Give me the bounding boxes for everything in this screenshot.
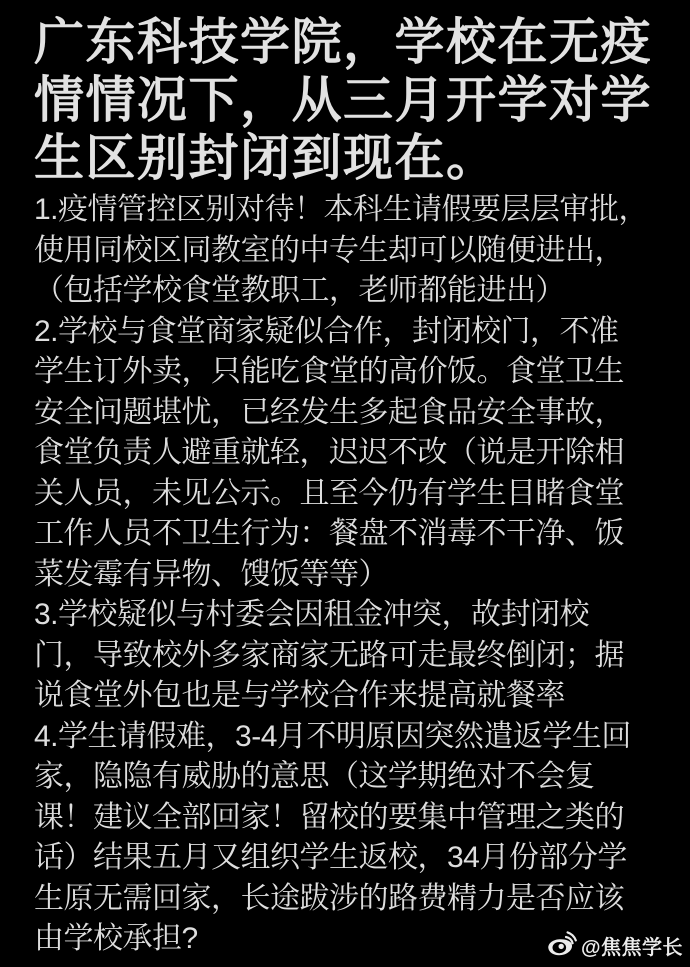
body-line: 3.学校疑似与村委会因租金冲突，故封闭校 xyxy=(34,598,590,631)
body-line: 关人员，未见公示。且至今仍有学生目睹食堂 xyxy=(34,476,624,510)
body-line: 家，隐隐有威胁的意思（这学期绝对不会复 xyxy=(34,760,595,793)
body-line: （包括学校食堂教职工，老师都能进出） xyxy=(34,274,565,307)
body-line: 工作人员不卫生行为：餐盘不消毒不干净、饭 xyxy=(34,517,624,550)
body-line: 说食堂外包也是与学校合作来提高就餐率 xyxy=(34,679,565,712)
body-line: 1.疫情管控区别对待！本科生请假要层层审批， xyxy=(34,193,649,226)
body-line: 菜发霉有异物、馊饭等等） xyxy=(34,557,388,591)
body-line: 由学校承担? xyxy=(34,922,198,955)
title-line: 广东科技学院，学校在无疫 xyxy=(34,14,652,70)
post-body xyxy=(0,187,690,960)
title-line: 情情况下，从三月开学对学 xyxy=(34,72,652,128)
body-line: 门，导致校外多家商家无路可走最终倒闭；据 xyxy=(34,638,624,672)
watermark xyxy=(546,930,683,960)
body-line: 4.学生请假难，3-4月不明原因突然遣返学生回 xyxy=(34,719,631,753)
weibo-icon xyxy=(546,930,577,960)
body-line: 安全问题堪忧，已经发生多起食品安全事故， xyxy=(34,395,624,429)
body-line: 使用同校区同教室的中专生却可以随便进出， xyxy=(34,233,624,267)
body-line: 食堂负责人避重就轻，迟迟不改（说是开除相 xyxy=(34,436,624,469)
body-line: 话）结果五月又组织学生返校，34月份部分学 xyxy=(34,841,627,874)
body-line: 学生订外卖，只能吃食堂的高价饭。食堂卫生 xyxy=(34,355,624,388)
body-line: 生原无需回家，长途跋涉的路费精力是否应该 xyxy=(34,881,624,915)
watermark-handle: @焦焦学长 xyxy=(580,936,683,959)
body-line: 2.学校与食堂商家疑似合作，封闭校门，不准 xyxy=(34,314,619,348)
title-line: 生区别封闭到现在。 xyxy=(34,130,498,186)
body-line: 课！建议全部回家！留校的要集中管理之类的 xyxy=(34,800,624,834)
post-title xyxy=(0,0,690,187)
